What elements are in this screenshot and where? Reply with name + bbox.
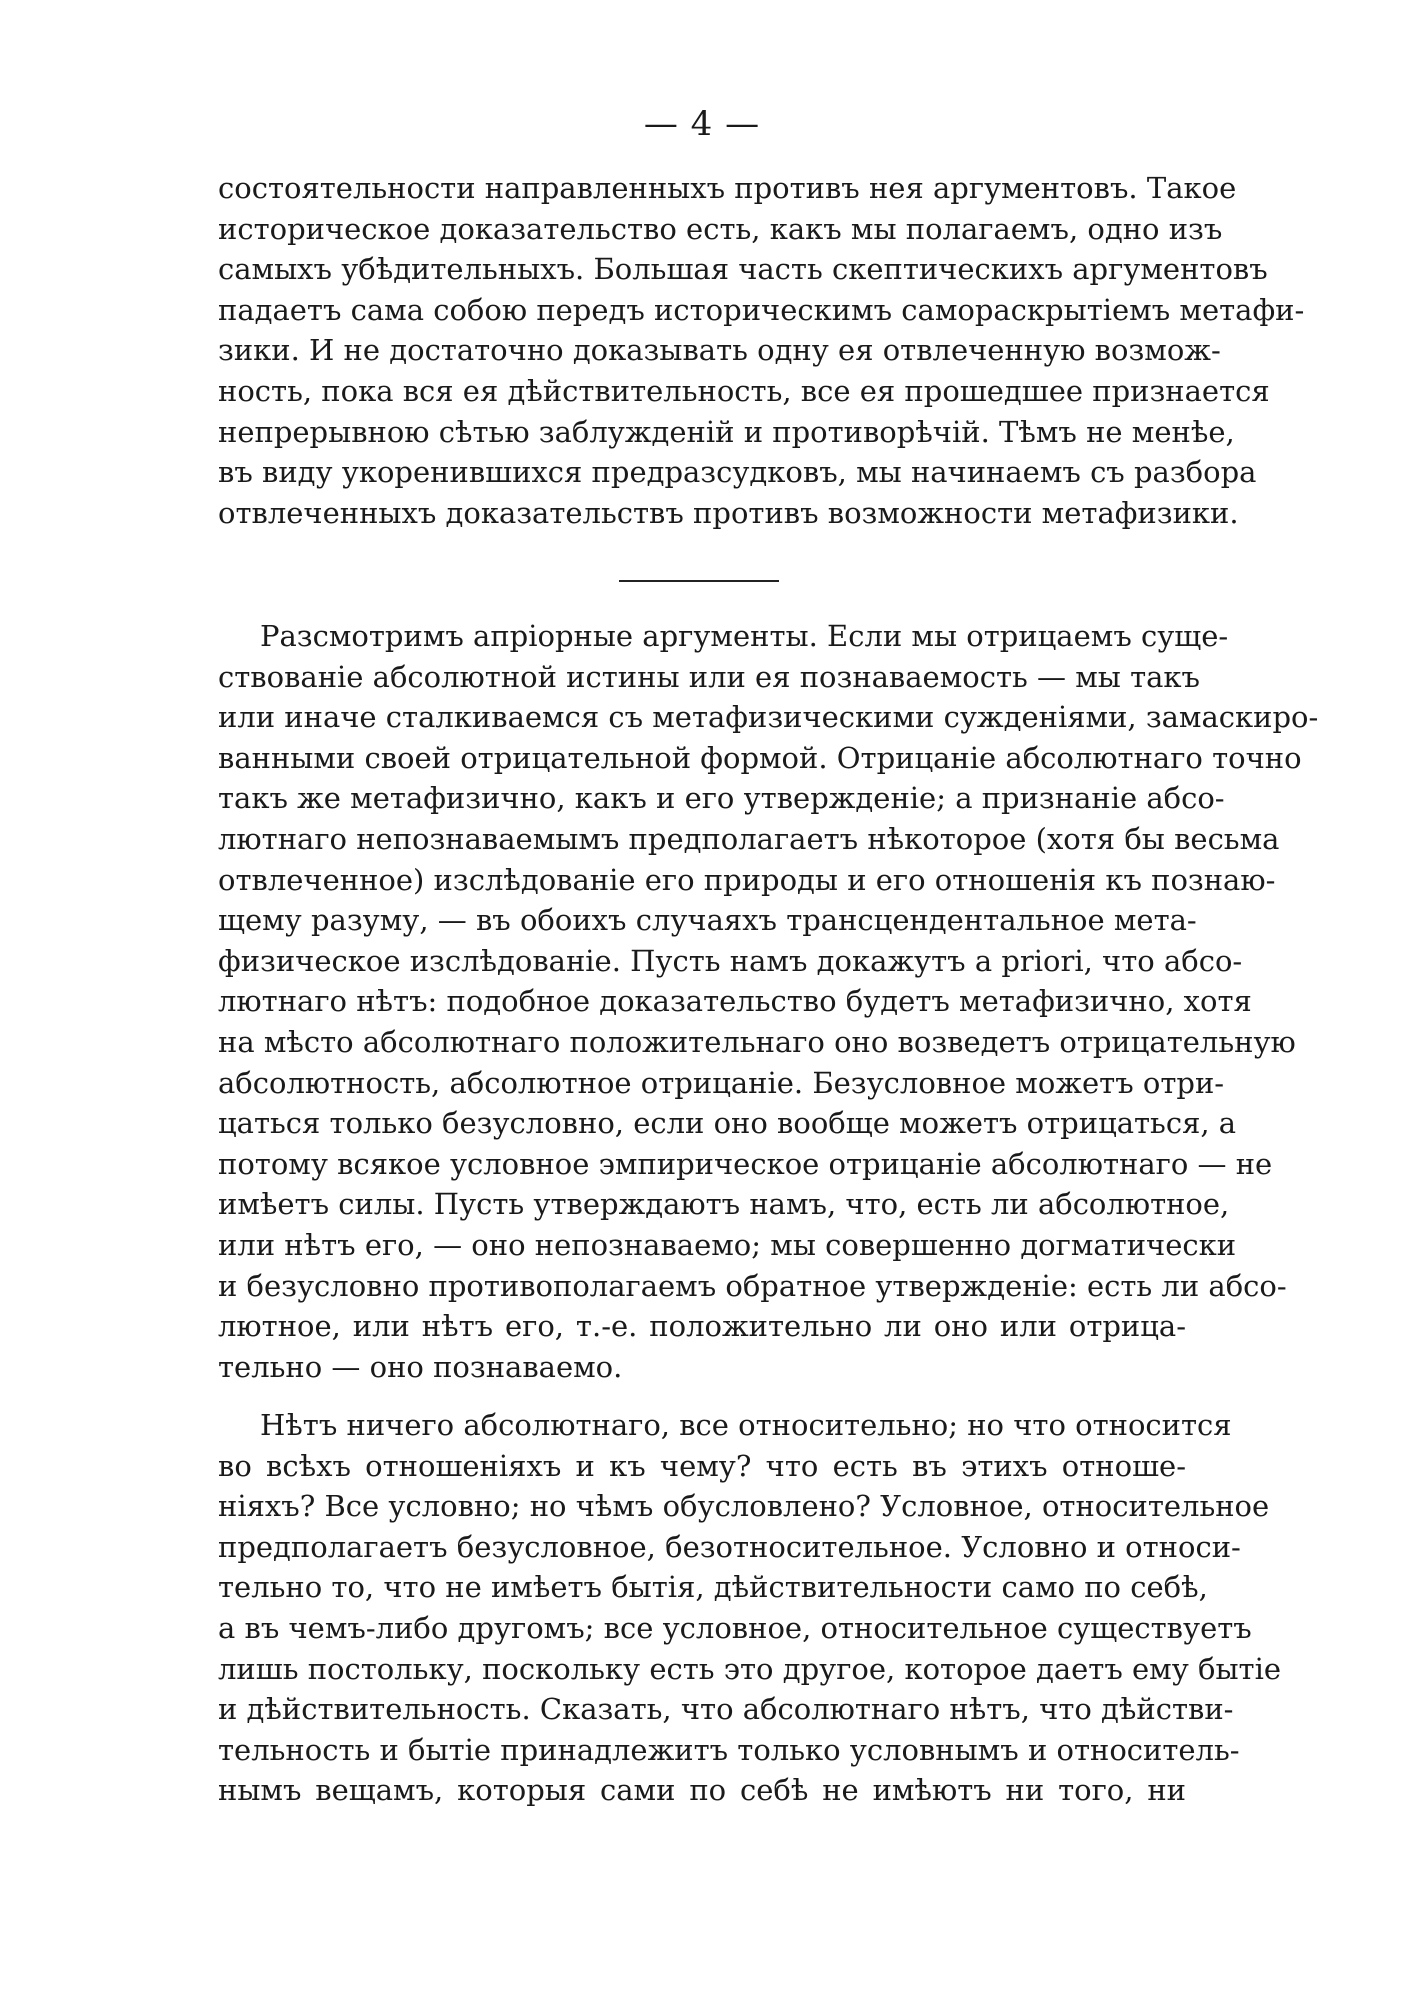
section-divider — [619, 580, 779, 582]
text-line: предполагаетъ безусловное, безотносительное. Условно и относи- — [218, 1529, 1241, 1564]
text-line: ствованіе абсолютной истины или ея познаваемость — мы такъ — [218, 659, 1201, 694]
text-line: лютнаго нѣтъ: подобное доказательство будетъ метафизично, хотя — [218, 984, 1252, 1019]
text-line: лютнаго непознаваемымъ предполагаетъ нѣкоторое (хотя бы весьма — [218, 821, 1280, 856]
text-line: во всѣхъ отношеніяхъ и къ чему? что есть въ этихъ отноше- — [218, 1448, 1186, 1483]
text-line: падаетъ сама собою передъ историческимъ самораскрытіемъ метафи- — [218, 292, 1305, 327]
text-line: самыхъ убѣдительныхъ. Большая часть скептическихъ аргументовъ — [218, 252, 1268, 287]
text-line: цаться только безусловно, если оно вообще можетъ отрицаться, а — [218, 1106, 1237, 1141]
text-line: лишь постольку, поскольку есть это другое, которое даетъ ему бытіе — [218, 1651, 1282, 1686]
text-line: физическое изслѣдованіе. Пусть намъ докажутъ a priori, что абсо- — [218, 943, 1243, 978]
text-line: ность, пока вся ея дѣйствительность, все ея прошедшее признается — [218, 373, 1270, 408]
text-line: потому всякое условное эмпирическое отрицаніе абсолютнаго — не — [218, 1146, 1273, 1181]
text-line: имѣетъ силы. Пусть утверждаютъ намъ, что, есть ли абсолютное, — [218, 1187, 1230, 1222]
text-line: состоятельности направленныхъ противъ нея аргументовъ. Такое — [218, 171, 1237, 205]
text-line: историческое доказательство есть, какъ мы полагаемъ, одно изъ — [218, 211, 1223, 246]
text-line: нымъ вещамъ, которыя сами по себѣ не имѣютъ ни того, ни — [218, 1773, 1186, 1808]
text-line: на мѣсто абсолютнаго положительнаго оно возведетъ отрицательную — [218, 1024, 1296, 1059]
text-line: щему разуму, — въ обоихъ случаяхъ трансцендентальное мета- — [218, 903, 1197, 938]
text-line: или иначе сталкиваемся съ метафизическими сужденіями, замаскиро- — [218, 700, 1319, 735]
text-line: и безусловно противополагаемъ обратное утвержденіе: есть ли абсо- — [218, 1268, 1287, 1303]
text-line: тельно то, что не имѣетъ бытія, дѣйствительности само по себѣ, — [218, 1570, 1208, 1605]
page-number: — 4 — — [643, 104, 761, 144]
text-line: тельно — оно познаваемо. — [218, 1349, 623, 1384]
text-line: отвлеченное) изслѣдованіе его природы и его отношенія къ познаю- — [218, 862, 1276, 897]
text-line: Разсмотримъ апріорные аргументы. Если мы отрицаемъ суще- — [260, 619, 1229, 653]
text-line: ніяхъ? Все условно; но чѣмъ обусловлено? Условное, относительное — [218, 1489, 1270, 1524]
text-line: отвлеченныхъ доказательствъ противъ возможности метафизики. — [218, 495, 1239, 530]
text-line: тельность и бытіе принадлежитъ только условнымъ и относитель- — [218, 1732, 1240, 1767]
text-line: такъ же метафизично, какъ и его утвержденіе; а признаніе абсо- — [218, 781, 1225, 816]
paragraph-3 — [218, 1405, 1282, 1811]
paragraph-2 — [218, 616, 1319, 1387]
text-line: въ виду укоренившихся предразсудковъ, мы начинаемъ съ разбора — [218, 455, 1257, 490]
text-line: а въ чемъ-либо другомъ; все условное, относительное существуетъ — [218, 1610, 1252, 1645]
text-line: ванными своей отрицательной формой. Отрицаніе абсолютнаго точно — [218, 740, 1302, 775]
text-line: Нѣтъ ничего абсолютнаго, все относительно; но что относится — [260, 1408, 1232, 1442]
text-line: абсолютность, абсолютное отрицаніе. Безусловное можетъ отри- — [218, 1065, 1225, 1100]
text-line: лютное, или нѣтъ его, т.-е. положительно ли оно или отрица- — [218, 1309, 1186, 1344]
text-line: и дѣйствительность. Сказать, что абсолютнаго нѣтъ, что дѣйстви- — [218, 1692, 1234, 1727]
text-line: зики. И не достаточно доказывать одну ея отвлеченную возмож- — [218, 333, 1221, 368]
text-line: или нѣтъ его, — оно непознаваемо; мы совершенно догматически — [218, 1227, 1237, 1262]
paragraph-1 — [218, 168, 1305, 533]
text-line: непрерывною сѣтью заблужденій и противорѣчій. Тѣмъ не менѣе, — [218, 414, 1235, 449]
